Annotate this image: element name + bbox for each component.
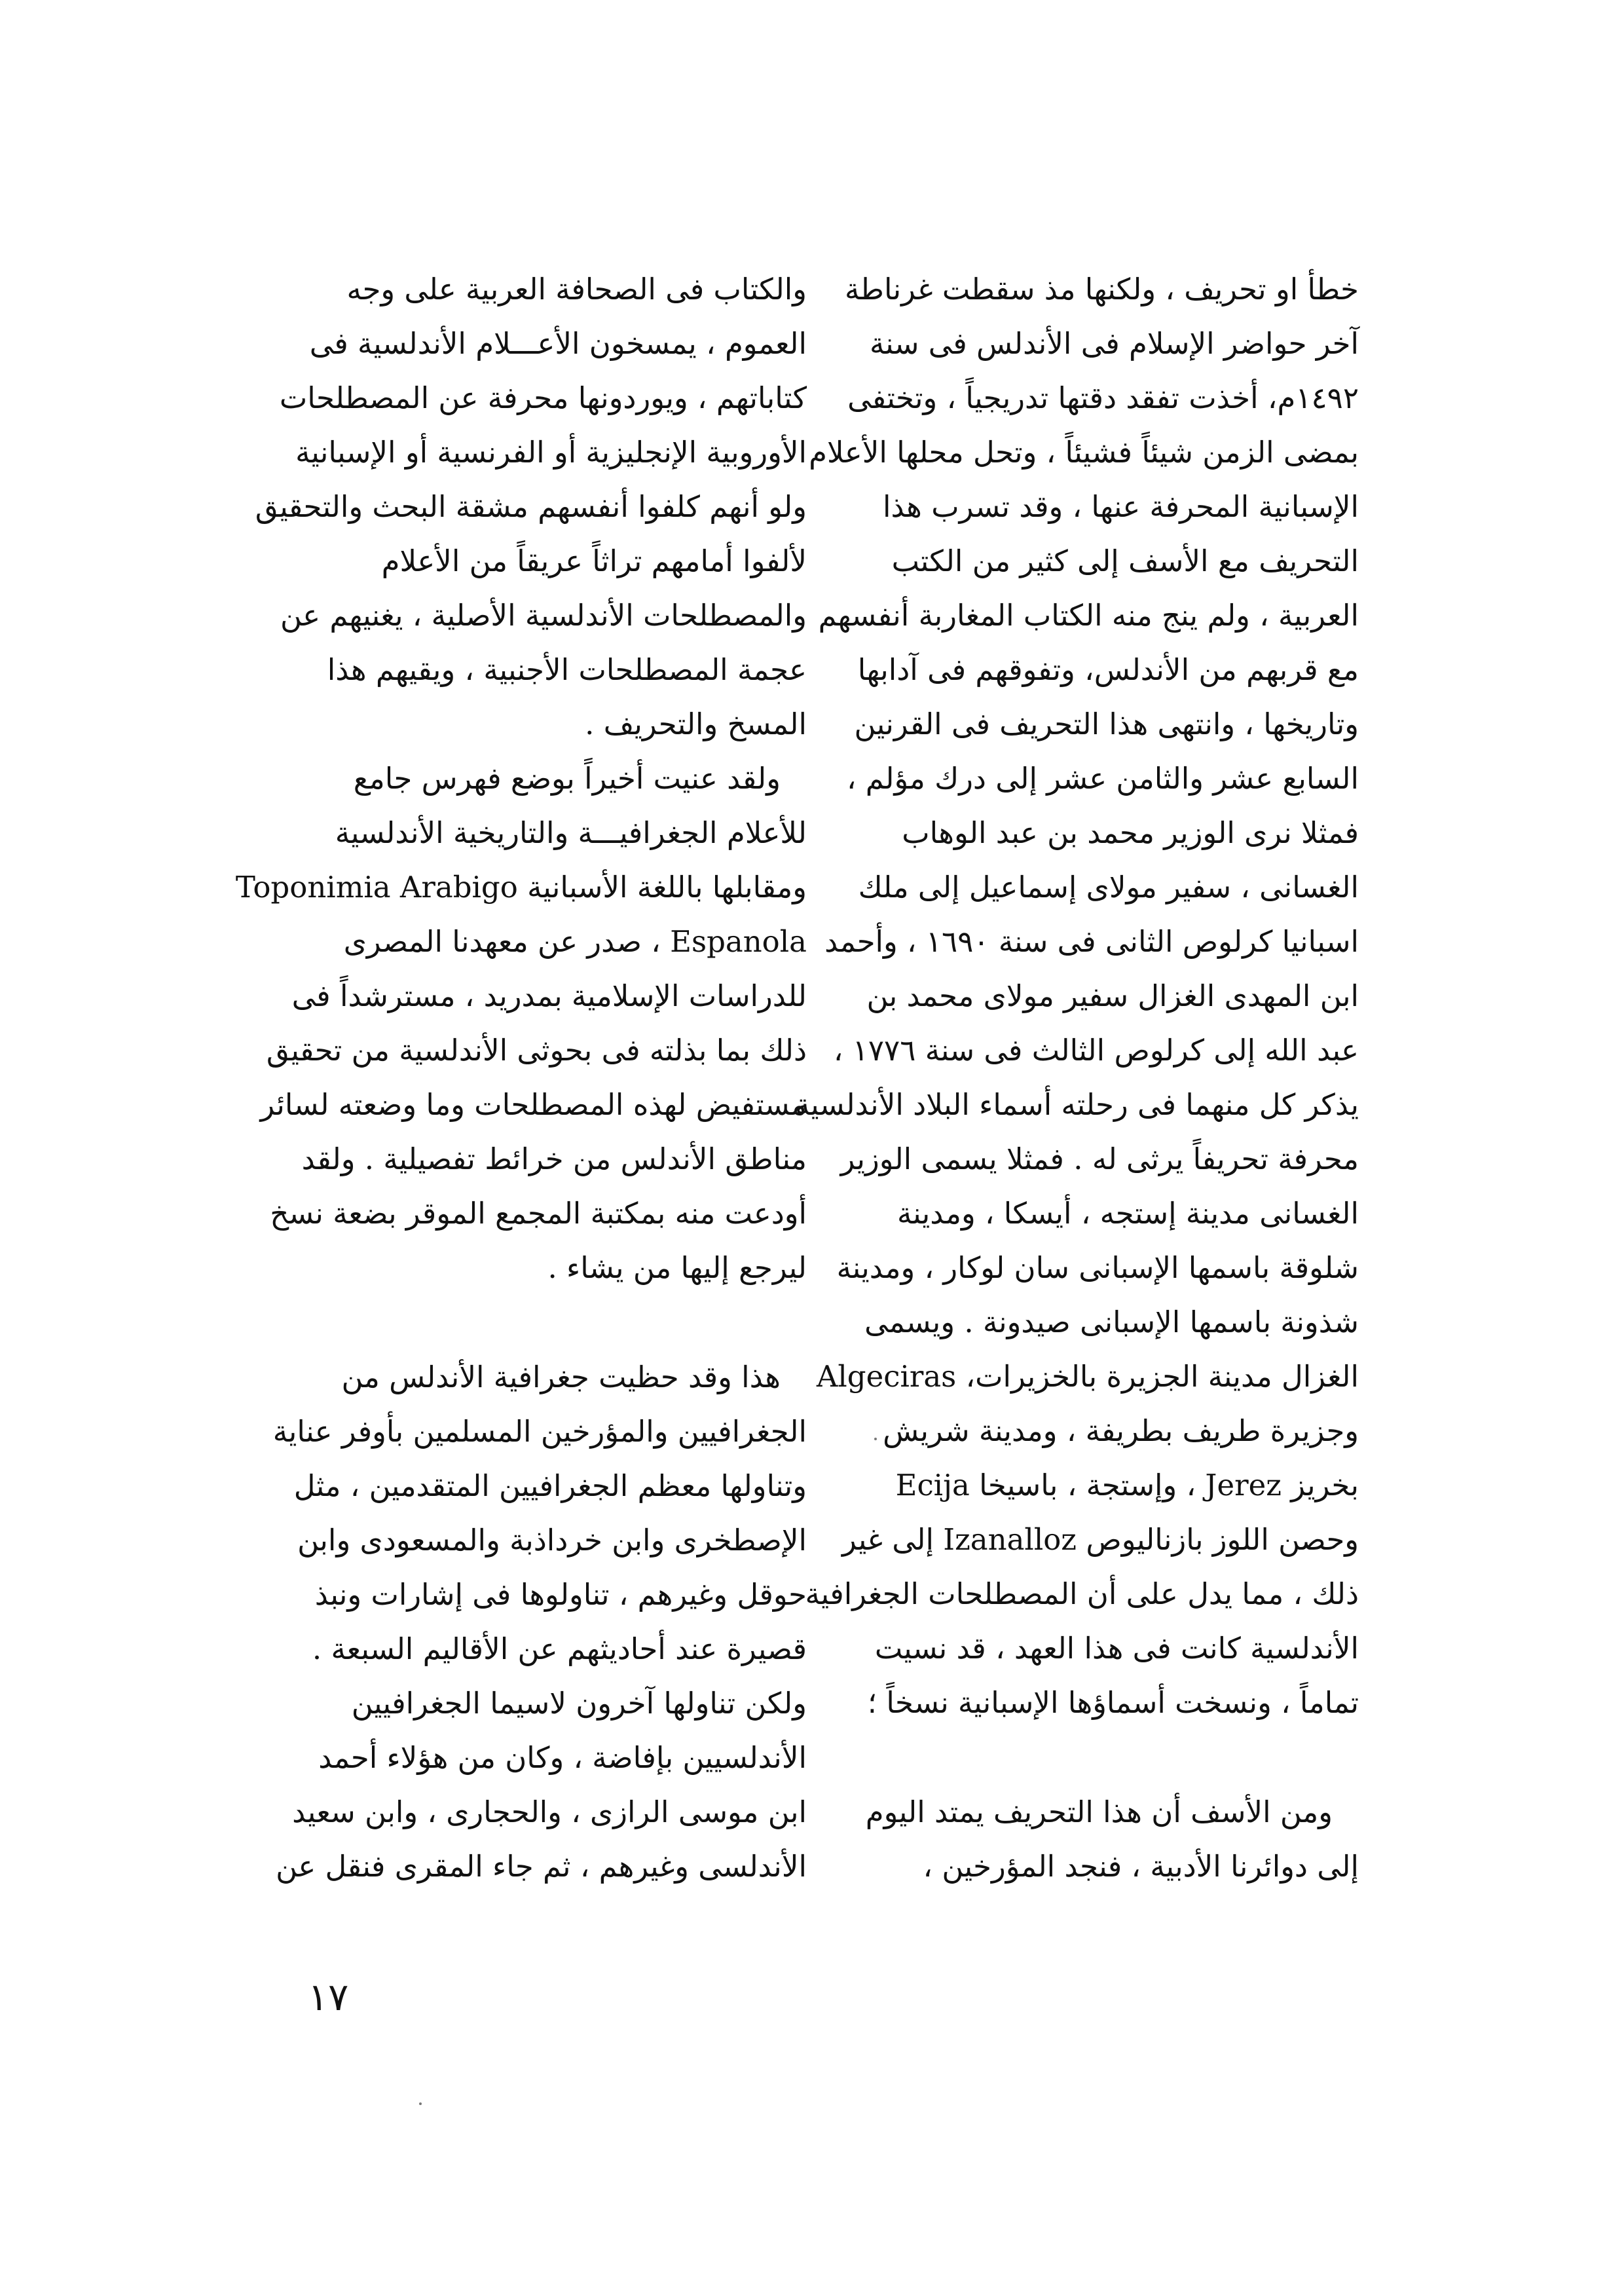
text-line: الأوروبية الإنجليزية أو الفرنسية أو الإسبانية	[295, 435, 807, 470]
text-line: العربية ، ولم ينج منه الكتاب المغاربة أنفسهم	[818, 598, 1359, 633]
left-paragraph-1	[255, 262, 807, 751]
text-line: ابن المهدى الغزال سفير مولاى محمد بن	[866, 979, 1359, 1013]
text-line: ١٤٩٢م، أخذت تفقد دقتها تدريجياً ، وتختفى	[847, 381, 1359, 415]
text-line: الأندلسيين بإفاضة ، وكان من هؤلاء أحمد	[318, 1740, 807, 1775]
text-line: فمثلا نرى الوزير محمد بن عبد الوهاب	[902, 815, 1359, 850]
right-paragraph-1	[795, 262, 1359, 1730]
text-line: ليرجع إليها من يشاء .	[547, 1250, 807, 1285]
paragraph-gap	[822, 1730, 1359, 1785]
scan-speck	[874, 1438, 877, 1440]
paragraph-gap	[270, 1295, 807, 1350]
text-line: كتاباتهم ، ويوردونها محرفة عن المصطلحات	[279, 381, 807, 415]
text-line: شذونة باسمها الإسبانى صيدونة . ويسمى	[864, 1305, 1359, 1339]
text-line: الأندلسية كانت فى هذا العهد ، قد نسيت	[874, 1631, 1359, 1666]
text-line: والكتاب فى الصحافة العربية على وجه	[346, 272, 807, 307]
text-line: اسبانيا كرلوص الثانى فى سنة ١٦٩٠ ، وأحمد	[824, 924, 1359, 959]
text-line: ومقابلها باللغة الأسبانية Toponimia Arabigo	[235, 870, 807, 905]
text-line: وحصن اللوز بازناليوص Izanalloz إلى غير	[842, 1522, 1359, 1557]
text-line: حوقل وغيرهم ، تناولوها فى إشارات ونبذ	[314, 1577, 807, 1612]
text-line: السابع عشر والثامن عشر إلى درك مؤلم ،	[846, 761, 1359, 796]
text-line: ولقد عنيت أخيراً بوضع فهرس جامع	[353, 761, 781, 796]
text-line: المسخ والتحريف .	[585, 707, 807, 741]
right-paragraph-2	[822, 1785, 1359, 1894]
text-line: الغسانى ، سفير مولاى إسماعيل إلى ملك	[858, 870, 1359, 905]
text-line: خطأ او تحريف ، ولكنها مذ سقطت غرناطة	[845, 272, 1359, 307]
text-line: لألفوا أمامهم تراثاً عريقاً من الأعلام	[381, 544, 807, 578]
text-line: للدراسات الإسلامية بمدريد ، مسترشداً فى	[291, 979, 807, 1013]
text-line: هذا وقد حظيت جغرافية الأندلس من	[341, 1360, 781, 1394]
text-line: عبد الله إلى كرلوص الثالث فى سنة ١٧٧٦ ،	[833, 1033, 1359, 1068]
left-paragraph-2	[235, 751, 807, 1295]
page-number: ١٧	[308, 1975, 349, 2019]
text-line: ولكن تناولها آخرون لاسيما الجغرافيين	[351, 1686, 807, 1721]
text-line: ابن موسى الرازى ، والحجارى ، وابن سعيد	[292, 1795, 807, 1829]
text-line: بمضى الزمن شيئاً فشيئاً ، وتحل محلها الأعلام	[809, 435, 1359, 470]
text-line: وتاريخها ، وانتهى هذا التحريف فى القرنين	[854, 707, 1359, 741]
right-column	[795, 262, 1359, 1965]
text-line: شلوقة باسمها الإسبانى سان لوكار ، ومدينة	[836, 1250, 1359, 1285]
text-line: للأعلام الجغرافيـــة والتاريخية الأندلسية	[335, 815, 807, 850]
text-line: ومن الأسف أن هذا التحريف يمتد اليوم	[865, 1795, 1333, 1829]
left-paragraph-3	[270, 1350, 807, 1894]
text-line: Espanola ، صدر عن معهدنا المصرى	[343, 924, 807, 959]
text-line: الجغرافيين والمؤرخين المسلمين بأوفر عناية	[272, 1414, 807, 1449]
text-line: مستفيض لهذه المصطلحات وما وضعته لسائر	[260, 1087, 807, 1122]
text-line: محرفة تحريفاً يرثى له . فمثلا يسمى الوزير	[840, 1142, 1359, 1176]
text-line: إلى دوائرنا الأدبية ، فنجد المؤرخين ،	[923, 1849, 1359, 1884]
text-line: التحريف مع الأسف إلى كثير من الكتب	[891, 544, 1359, 578]
text-line: آخر حواضر الإسلام فى الأندلس فى سنة	[869, 326, 1359, 361]
text-line: الغسانى مدينة إستجه ، أيسكا ، ومدينة	[896, 1196, 1359, 1231]
text-line: العموم ، يمسخون الأعـــلام الأندلسية فى	[309, 326, 807, 361]
text-line: بخريز Jerez ، وإستجة ، باسيخا Ecija	[895, 1468, 1359, 1502]
left-column	[235, 262, 807, 1965]
text-line: مع قربهم من الأندلس، وتفوقهم فى آدابها	[857, 652, 1359, 687]
text-line: مناطق الأندلس من خرائط تفصيلية . ولقد	[301, 1142, 807, 1176]
text-line: ذلك بما بذلته فى بحوثى الأندلسية من تحقيق	[266, 1033, 807, 1068]
text-line: الإسبانية المحرفة عنها ، وقد تسرب هذا	[883, 489, 1359, 524]
text-line: وجزيرة طريف بطريفة ، ومدينة شريش	[883, 1413, 1359, 1448]
text-line: ذلك ، مما يدل على أن المصطلحات الجغرافية	[805, 1577, 1359, 1611]
text-line: الغزال مدينة الجزيرة بالخزيرات، Algeciras	[816, 1359, 1359, 1394]
text-line: ولو أنهم كلفوا أنفسهم مشقة البحث والتحقيق	[255, 489, 807, 524]
text-line: قصيرة عند أحاديثهم عن الأقاليم السبعة .	[312, 1632, 807, 1666]
text-line: أودعت منه بمكتبة المجمع الموقر بضعة نسخ	[270, 1196, 807, 1231]
text-line: الأندلسى وغيرهم ، ثم جاء المقرى فنقل عن	[276, 1849, 807, 1884]
text-line: يذكر كل منهما فى رحلته أسماء البلاد الأندلسية	[795, 1087, 1359, 1122]
text-line: وتناولها معظم الجغرافيين المتقدمين ، مثل	[293, 1468, 807, 1503]
scan-speck	[419, 2102, 422, 2105]
text-line: تماماً ، ونسخت أسماؤها الإسبانية نسخاً ؛	[867, 1685, 1359, 1720]
text-line: عجمة المصطلحات الأجنبية ، ويقيهم هذا	[327, 652, 807, 687]
text-line: الإصطخرى وابن خرداذبة والمسعودى وابن	[297, 1523, 807, 1558]
text-line: والمصطلحات الأندلسية الأصلية ، يغنيهم عن	[280, 598, 807, 633]
